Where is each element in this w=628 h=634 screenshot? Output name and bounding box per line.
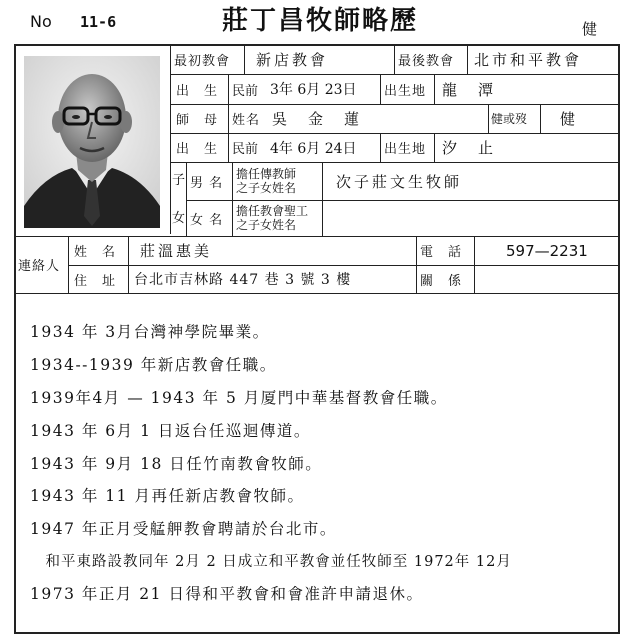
mother-birth-date: 4年 6月 24日 xyxy=(270,140,357,157)
birth-era: 民前 xyxy=(232,83,259,99)
phone-label: 電 話 xyxy=(420,245,463,260)
mother-birthplace-label: 出生地 xyxy=(384,142,427,157)
history-line: 1939年4月 — 1943 年 5 月厦門中華基督教會任職。 xyxy=(30,389,448,407)
history-line: 1934 年 3月台灣神學院畢業。 xyxy=(30,323,270,341)
phone-value: 597—2231 xyxy=(506,241,588,260)
mother-name: 吳 金 蓮 xyxy=(272,110,363,128)
sons-value: 次子莊文生牧師 xyxy=(336,172,463,191)
birthplace-label: 出生地 xyxy=(384,83,427,99)
contact-address-label: 住 址 xyxy=(74,273,117,289)
history-line: 1943 年 6月 1 日返台任巡迴傳道。 xyxy=(30,422,311,440)
contact-name-label: 姓 名 xyxy=(74,245,117,260)
sons-label: 男 名 xyxy=(190,175,224,191)
first-church-value: 新店教會 xyxy=(256,50,329,69)
record-number-label: No xyxy=(30,12,52,31)
birth-date: 3年 6月 23日 xyxy=(270,82,357,98)
last-church-label: 最後教會 xyxy=(398,53,455,69)
contact-label: 連絡人 xyxy=(18,259,61,274)
history-line: 1973 年正月 21 日得和平教會和會准許申請退休。 xyxy=(30,585,424,603)
birth-label: 出 生 xyxy=(176,83,219,99)
birthplace-value: 龍 潭 xyxy=(442,80,497,99)
mother-label: 師 母 xyxy=(176,113,219,128)
last-church-value: 北市和平教會 xyxy=(474,50,583,69)
alive-value: 健 xyxy=(560,110,579,128)
history-line: 和平東路設教同年 2月 2 日成立和平教會並任牧師至 1972年 12月 xyxy=(30,554,512,570)
daughters-desc-1: 擔任教會聖工 xyxy=(236,204,309,218)
contact-name: 莊溫惠美 xyxy=(140,242,213,260)
mother-birthplace-value: 汐 止 xyxy=(442,139,497,157)
contact-address: 台北市吉林路 447 巷 3 號 3 樓 xyxy=(134,272,352,288)
portrait-photo xyxy=(24,56,160,228)
sons-desc-2: 之子女姓名 xyxy=(236,181,297,195)
history-line: 1947 年正月受艋舺教會聘請於台北市。 xyxy=(30,520,337,538)
first-church-label: 最初教會 xyxy=(174,53,231,69)
sons-desc-1: 擔任傳教師 xyxy=(236,167,297,181)
history-line: 1934--1939 年新店教會任職。 xyxy=(30,356,277,374)
daughters-label: 女 名 xyxy=(190,212,224,228)
portrait-image xyxy=(24,56,160,228)
children-label-son: 子 xyxy=(172,172,187,188)
mother-birth-label: 出 生 xyxy=(176,142,219,157)
record-number: 11-6 xyxy=(80,13,117,31)
status-mark: 健 xyxy=(582,20,598,38)
history-line: 1943 年 9月 18 日任竹南教會牧師。 xyxy=(30,455,323,473)
alive-label: 健或歿 xyxy=(491,112,528,126)
mother-name-label: 姓名 xyxy=(232,113,261,128)
page-title: 莊丁昌牧師略歷 xyxy=(221,6,418,36)
mother-birth-era: 民前 xyxy=(232,142,259,157)
relation-label: 關 係 xyxy=(420,273,463,289)
children-label-daughter: 女 xyxy=(172,210,187,226)
daughters-desc-2: 之子女姓名 xyxy=(236,218,297,232)
history-line: 1943 年 11 月再任新店教會牧師。 xyxy=(30,487,305,505)
